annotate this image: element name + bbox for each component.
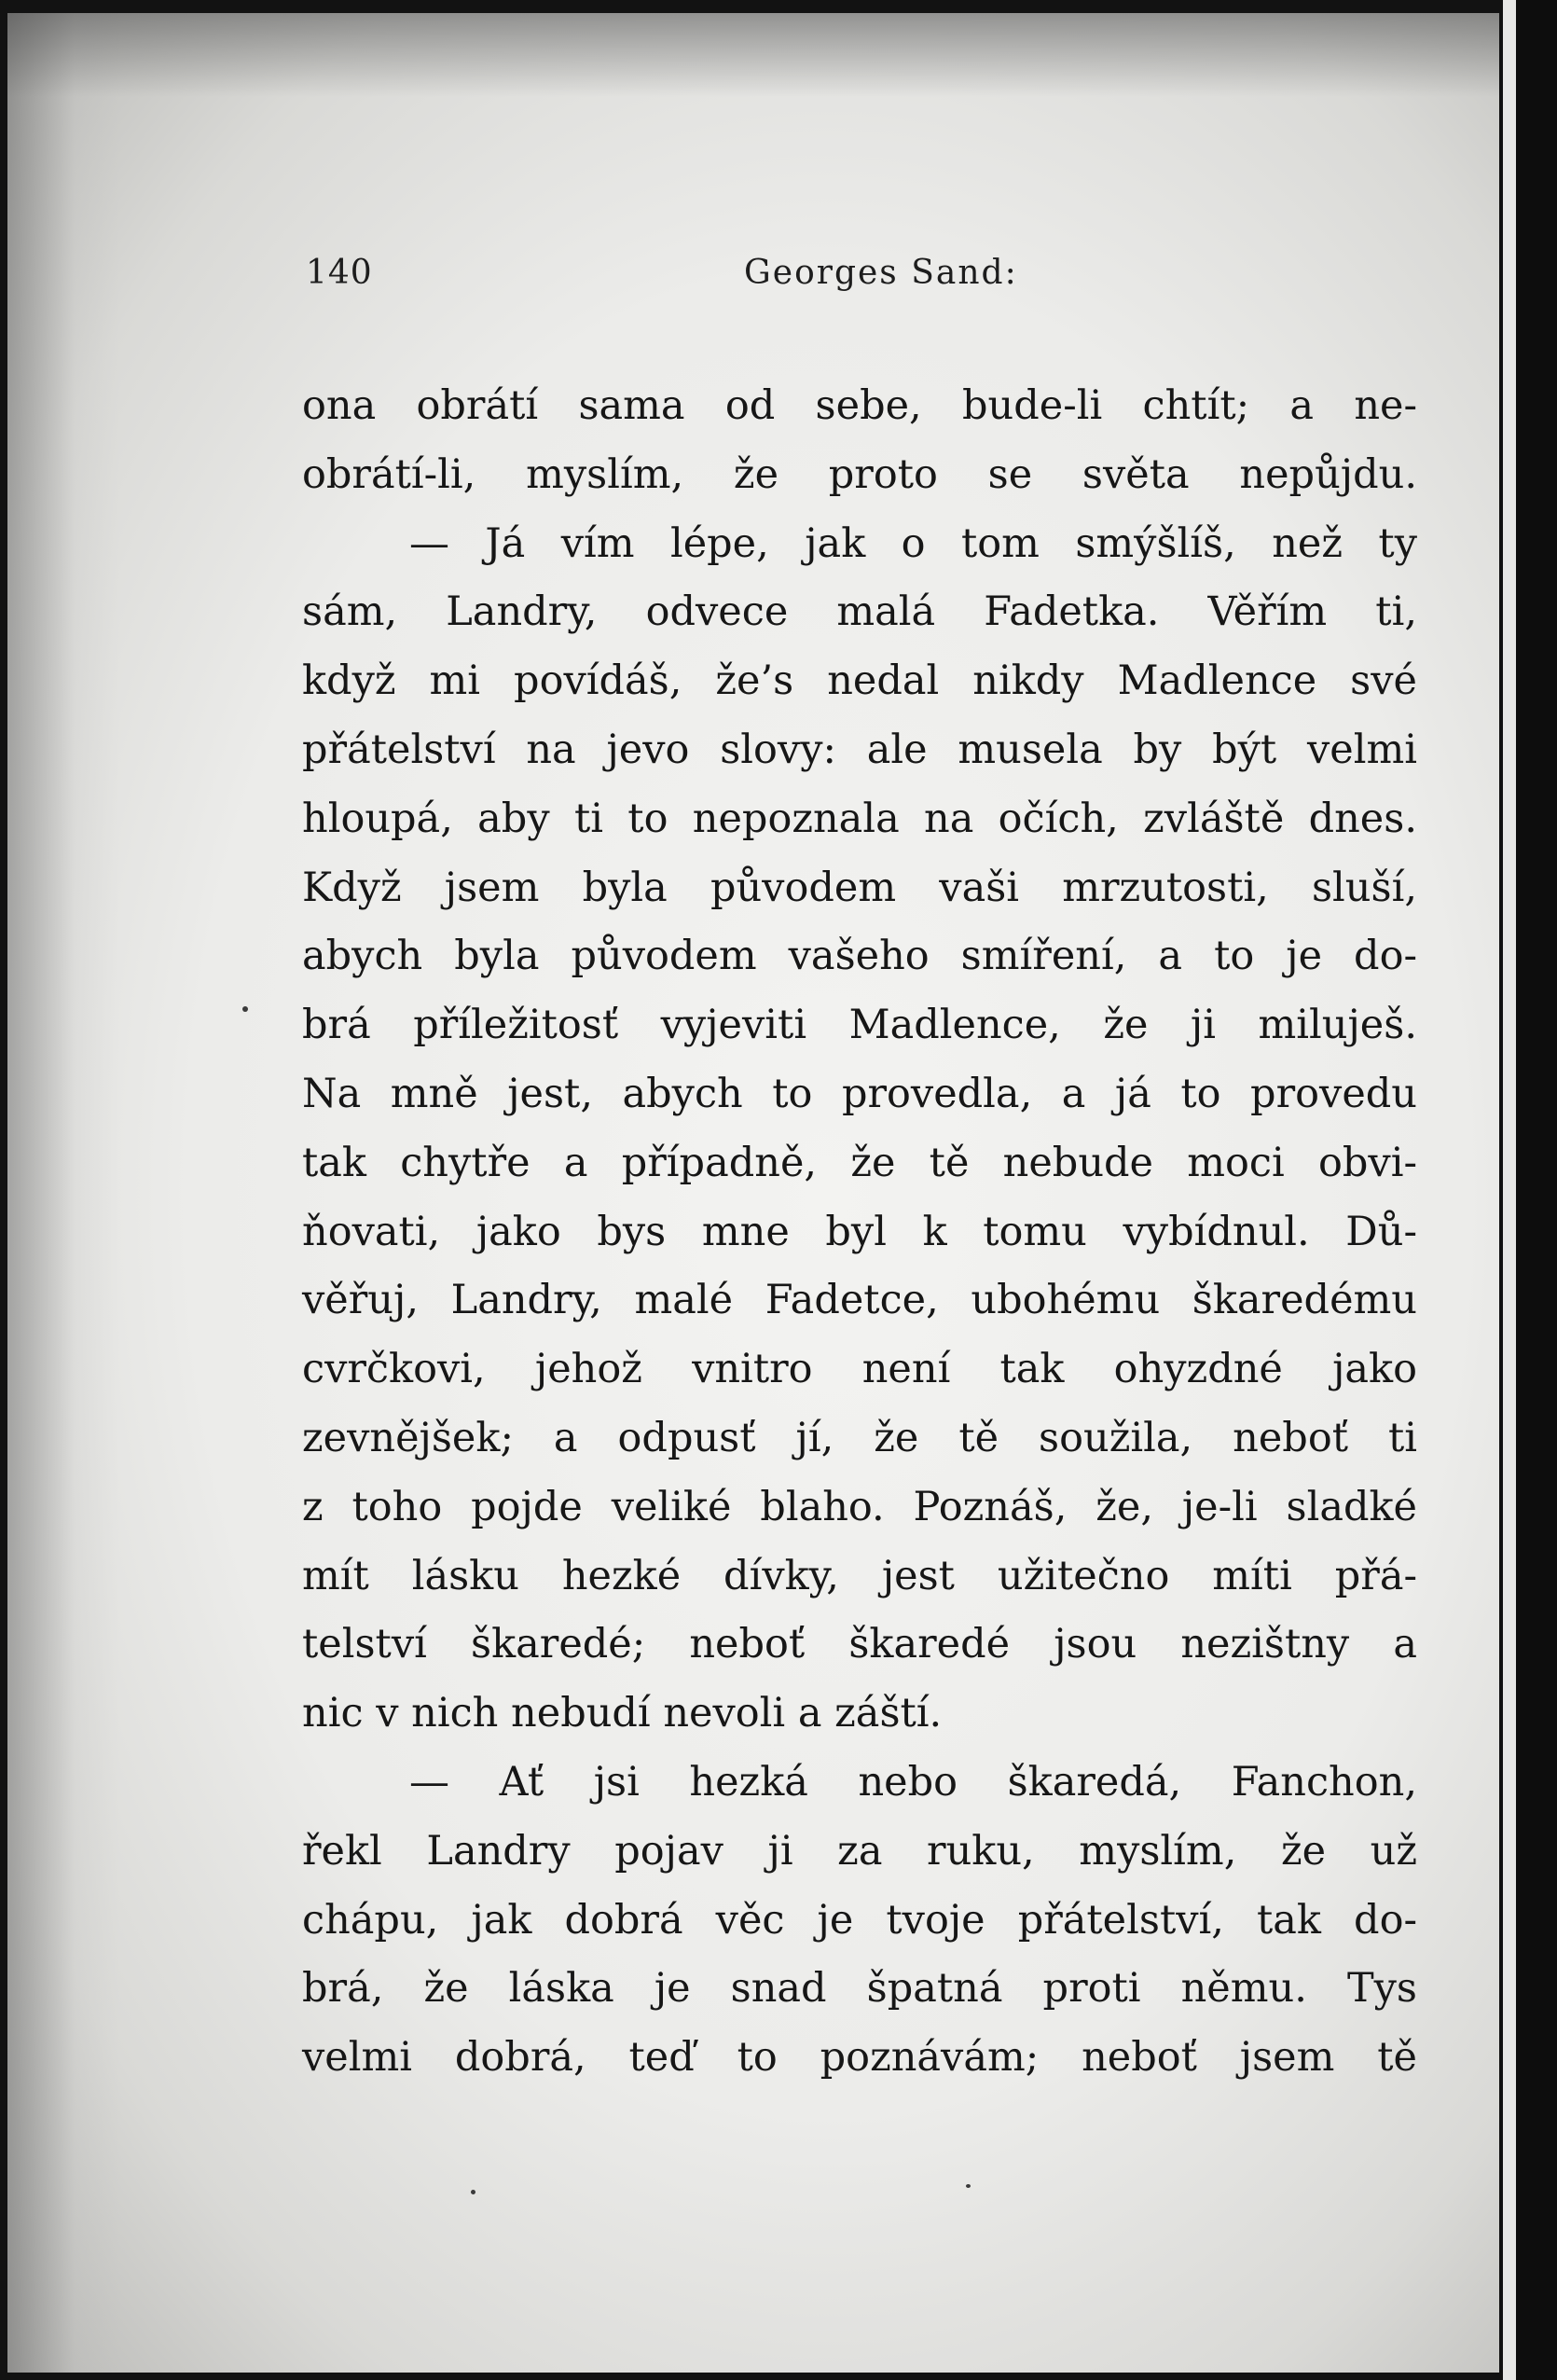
running-title: Georges Sand: (744, 254, 1018, 292)
text-line: mít lásku hezké dívky, jest užitečno míti přá- (302, 1552, 1417, 1599)
text-line: ona obrátí sama od sebe, bude-li chtít; a ne- (302, 382, 1417, 429)
text-line: Když jsem byla původem vaši mrzutosti, sluší, (302, 864, 1417, 911)
text-line: zevnějšek; a odpusť jí, že tě soužila, neboť ti (302, 1414, 1417, 1461)
scan-speck (471, 2190, 475, 2194)
text-line: chápu, jak dobrá věc je tvoje přátelství, tak do- (302, 1896, 1417, 1944)
page-edge (1503, 0, 1516, 2380)
text-line: když mi povídáš, že’s nedal nikdy Madlence své (302, 657, 1417, 705)
text-line: tak chytře a případně, že tě nebude moci obvi- (302, 1139, 1417, 1186)
book-page (7, 13, 1499, 2373)
text-line: nic v nich nebudí nevoli a záští. (302, 1690, 943, 1737)
scan-border (1516, 0, 1557, 2380)
text-line: velmi dobrá, teď to poznávám; neboť jsem tě (302, 2034, 1417, 2082)
scan-speck (966, 2184, 971, 2188)
page-number: 140 (306, 254, 373, 292)
text-line: přátelství na jevo slovy: ale musela by být velmi (302, 726, 1417, 773)
text-line: z toho pojde veliké blaho. Poznáš, že, je-li sladké (302, 1483, 1417, 1530)
text-line: brá příležitosť vyjeviti Madlence, že ji miluješ. (302, 1002, 1417, 1049)
page-header (306, 254, 1033, 300)
text-line: brá, že láska je snad špatná proti němu. Tys (302, 1965, 1417, 2013)
text-line: cvrčkovi, jehož vnitro není tak ohyzdné jako (302, 1346, 1417, 1393)
body-text (302, 372, 1417, 2093)
text-line: — Ať jsi hezká nebo škaredá, Fanchon, (409, 1758, 1417, 1806)
text-line: hloupá, aby ti to nepoznala na očích, zvláště dnes. (302, 795, 1417, 842)
text-line: abych byla původem vašeho smíření, a to je do- (302, 933, 1417, 980)
text-line: Na mně jest, abych to provedla, a já to provedu (302, 1070, 1417, 1117)
text-line: řekl Landry pojav ji za ruku, myslím, že už (302, 1827, 1417, 1875)
text-line: — Já vím lépe, jak o tom smýšlíš, než ty (409, 519, 1417, 567)
text-line: ňovati, jako bys mne byl k tomu vybídnul. Dů- (302, 1208, 1417, 1255)
text-line: sám, Landry, odvece malá Fadetka. Věřím ti, (302, 588, 1417, 636)
text-line: obrátí-li, myslím, že proto se světa nepůjdu. (302, 450, 1417, 498)
text-line: věřuj, Landry, malé Fadetce, ubohému škaredému (302, 1277, 1417, 1324)
text-line: telství škaredé; neboť škaredé jsou nezištny a (302, 1621, 1417, 1668)
scan-speck (242, 1006, 248, 1012)
